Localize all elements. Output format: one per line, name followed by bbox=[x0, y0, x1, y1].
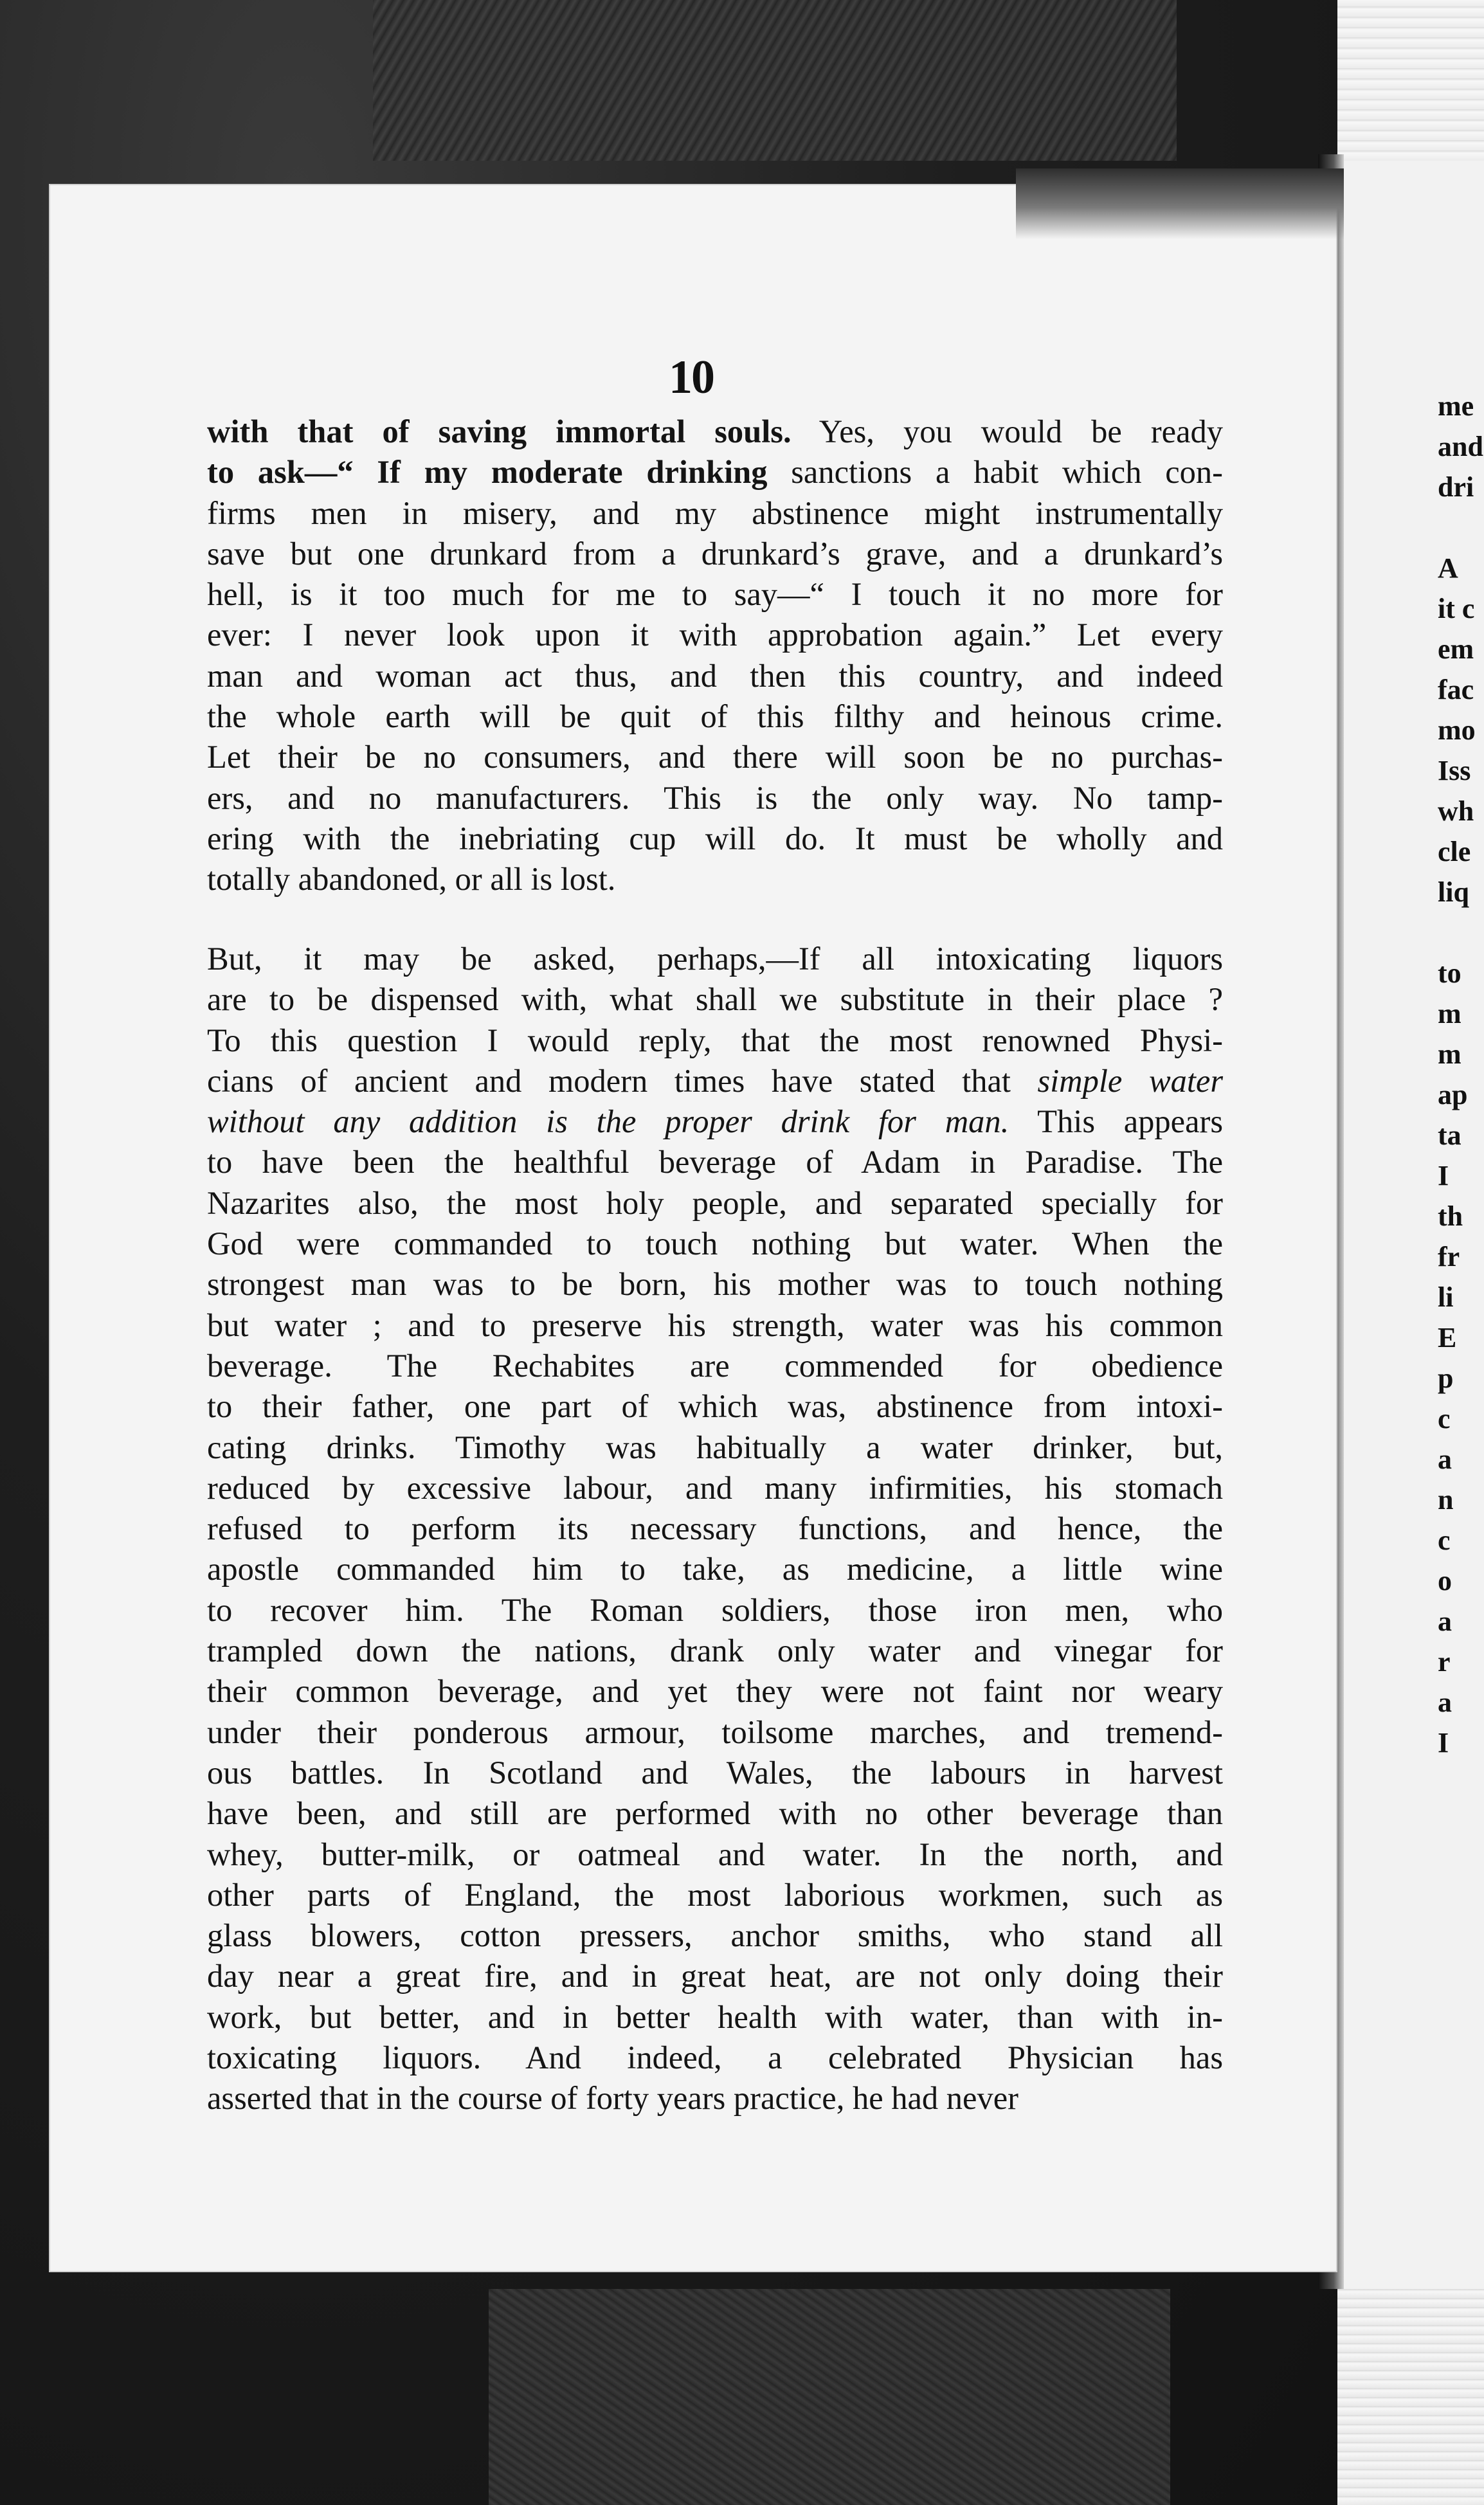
text-run: sanctions a habit which con- bbox=[767, 454, 1224, 491]
text-run: ering with the inebriating cup will do. It must be wholly and bbox=[207, 820, 1223, 856]
text-run: are to be dispensed with, what shall we substitute in their place ? bbox=[207, 981, 1223, 1018]
adjacent-page-fragment: r bbox=[1438, 1646, 1451, 1678]
text-run: asserted that in the course of forty years practice, he had never bbox=[207, 2080, 1018, 2117]
text-run: refused to perform its necessary functions, and hence, the bbox=[207, 1510, 1223, 1547]
adjacent-page-fragment: ta bbox=[1438, 1119, 1461, 1151]
text-line bbox=[207, 656, 1223, 696]
text-run: Yes, you would be ready bbox=[791, 413, 1224, 449]
adjacent-page-fragment: m bbox=[1438, 1038, 1461, 1070]
text-run: save but one drunkard from a drunkard’s grave, and a drunkard’s bbox=[207, 535, 1223, 572]
text-run: Nazarites also, the most holy people, and separated specially for bbox=[207, 1184, 1223, 1221]
text-line bbox=[207, 1305, 1223, 1346]
text-run: beverage. The Rechabites are commended for obedience bbox=[207, 1347, 1223, 1384]
adjacent-page-fragment: and bbox=[1438, 431, 1483, 462]
text-line bbox=[207, 1508, 1223, 1549]
text-line bbox=[207, 1264, 1223, 1305]
text-run: the whole earth will be quit of this filthy and heinous crime. bbox=[207, 698, 1223, 735]
text-run: cians of ancient and modern times have stated that bbox=[207, 1062, 1038, 1099]
adjacent-page-fragment: mo bbox=[1438, 714, 1476, 746]
text-run: strongest man was to be born, his mother was to touch nothing bbox=[207, 1266, 1223, 1303]
text-run: with that of saving immortal souls. bbox=[207, 413, 792, 449]
text-line bbox=[207, 1427, 1223, 1468]
text-run: cating drinks. Timothy was habitually a water drinker, but, bbox=[207, 1429, 1223, 1465]
adjacent-page-fragment: E bbox=[1438, 1322, 1457, 1353]
text-run: ever: I never look upon it with approbation again.” Let every bbox=[207, 617, 1223, 653]
text-line bbox=[207, 534, 1223, 574]
text-line bbox=[207, 1793, 1223, 1834]
adjacent-page-fragment: o bbox=[1438, 1565, 1452, 1596]
text-line bbox=[207, 1671, 1223, 1712]
text-line bbox=[207, 452, 1223, 493]
text-line bbox=[207, 1101, 1223, 1142]
text-run: trampled down the nations, drank only water and vinegar for bbox=[207, 1632, 1223, 1669]
page-corner-shadow bbox=[1016, 168, 1344, 239]
text-run: to recover him. The Roman soldiers, those iron men, who bbox=[207, 1591, 1223, 1628]
text-run: To this question I would reply, that the most renowned Physi- bbox=[207, 1022, 1223, 1058]
adjacent-page-fragment: cle bbox=[1438, 836, 1471, 867]
text-line bbox=[207, 574, 1223, 615]
text-run: ous battles. In Scotland and Wales, the labours in harvest bbox=[207, 1754, 1223, 1791]
adjacent-page-fragment: em bbox=[1438, 633, 1474, 665]
adjacent-page-fragment: p bbox=[1438, 1362, 1454, 1394]
adjacent-page-fragment: wh bbox=[1438, 795, 1474, 827]
paragraph-2 bbox=[207, 939, 1223, 2119]
adjacent-page-fragment: to bbox=[1438, 957, 1461, 989]
text-line bbox=[207, 1549, 1223, 1589]
adjacent-page-fragment: c bbox=[1438, 1524, 1451, 1556]
text-run: other parts of England, the most laborious workmen, such as bbox=[207, 1876, 1223, 1913]
text-line bbox=[207, 2038, 1223, 2078]
text-run: man and woman act thus, and then this country, and indeed bbox=[207, 657, 1223, 694]
text-run: day near a great fire, and in great heat, are not only doing their bbox=[207, 1958, 1223, 1994]
text-line bbox=[207, 1020, 1223, 1061]
text-line bbox=[207, 1753, 1223, 1793]
text-line bbox=[207, 778, 1223, 818]
page-number: 10 bbox=[669, 351, 714, 404]
adjacent-page-fragment: a bbox=[1438, 1605, 1452, 1637]
adjacent-page-fragment: I bbox=[1438, 1727, 1449, 1759]
text-run: to have been the healthful beverage of Adam in Paradise. The bbox=[207, 1144, 1223, 1180]
text-run: under their ponderous armour, toilsome marches, and tremend- bbox=[207, 1714, 1223, 1750]
adjacent-page-fragment: a bbox=[1438, 1687, 1452, 1718]
text-run: totally abandoned, or all is lost. bbox=[207, 861, 616, 898]
adjacent-page-fragment: fr bbox=[1438, 1241, 1460, 1272]
text-line bbox=[207, 493, 1223, 534]
text-run: have been, and still are performed with no other beverage than bbox=[207, 1795, 1223, 1832]
adjacent-page-fragment: it c bbox=[1438, 593, 1475, 624]
scan-backdrop-top bbox=[373, 0, 1177, 161]
text-run: to their father, one part of which was, abstinence from intoxi- bbox=[207, 1388, 1223, 1425]
text-run: glass blowers, cotton pressers, anchor smiths, who stand all bbox=[207, 1917, 1223, 1954]
text-run: whey, butter-milk, or oatmeal and water. In the north, and bbox=[207, 1836, 1223, 1872]
adjacent-page-fragment bbox=[1438, 912, 1484, 953]
adjacent-page-fragment: me bbox=[1438, 390, 1474, 422]
text-run: firms men in misery, and my abstinence might instrumentally bbox=[207, 494, 1223, 531]
adjacent-page-fragment: dri bbox=[1438, 471, 1474, 503]
adjacent-page-fragment: liq bbox=[1438, 876, 1469, 908]
adjacent-page-fragment bbox=[1438, 507, 1484, 548]
adjacent-page-fragment: Iss bbox=[1438, 755, 1471, 786]
text-line bbox=[207, 1224, 1223, 1264]
text-line bbox=[207, 1956, 1223, 1996]
text-line bbox=[207, 939, 1223, 979]
adjacent-page-fragment: m bbox=[1438, 998, 1461, 1029]
text-run: God were commanded to touch nothing but water. When the bbox=[207, 1225, 1223, 1262]
text-run: apostle commanded him to take, as medicine, a little wine bbox=[207, 1551, 1223, 1587]
text-line bbox=[207, 1142, 1223, 1182]
text-line bbox=[207, 1183, 1223, 1224]
adjacent-page-fragment: n bbox=[1438, 1484, 1454, 1515]
text-line bbox=[207, 1712, 1223, 1753]
text-line bbox=[207, 979, 1223, 1020]
text-run: work, but better, and in better health with water, than with in- bbox=[207, 1998, 1223, 2035]
text-line bbox=[207, 1468, 1223, 1508]
text-line bbox=[207, 1346, 1223, 1386]
adjacent-page-fragment: a bbox=[1438, 1443, 1452, 1475]
text-line bbox=[207, 1915, 1223, 1956]
text-run: toxicating liquors. And indeed, a celebrated Physician has bbox=[207, 2039, 1223, 2076]
text-line bbox=[207, 1631, 1223, 1671]
scan-backdrop-bottom bbox=[489, 2289, 1170, 2505]
adjacent-page-fragment: A bbox=[1438, 552, 1458, 584]
text-line bbox=[207, 1590, 1223, 1631]
text-line bbox=[207, 1386, 1223, 1427]
text-run: hell, is it too much for me to say—“ I touch it no more for bbox=[207, 576, 1223, 613]
adjacent-page-fragment: ap bbox=[1438, 1079, 1468, 1110]
text-line bbox=[207, 696, 1223, 737]
text-line bbox=[207, 411, 1223, 452]
text-line bbox=[207, 1061, 1223, 1101]
text-run: This appears bbox=[1009, 1103, 1223, 1140]
adjacent-page-fragment: c bbox=[1438, 1403, 1451, 1434]
adjacent-page-fragment: li bbox=[1438, 1281, 1454, 1313]
text-run: but water ; and to preserve his strength, water was his common bbox=[207, 1307, 1223, 1343]
text-line bbox=[207, 1834, 1223, 1875]
paragraph-1 bbox=[207, 411, 1223, 900]
text-line bbox=[207, 2078, 1223, 2119]
text-run: Let their be no consumers, and there will soon be no purchas- bbox=[207, 739, 1223, 775]
text-line bbox=[207, 859, 1223, 900]
text-run: But, it may be asked, perhaps,—If all intoxicating liquors bbox=[207, 941, 1223, 977]
adjacent-page-top-edge bbox=[1337, 0, 1484, 161]
adjacent-page-bottom-edge bbox=[1337, 2289, 1484, 2505]
text-run: simple water bbox=[1037, 1062, 1223, 1099]
text-run: ers, and no manufacturers. This is the only way. No tamp- bbox=[207, 779, 1223, 816]
text-run: to ask—“ If my moderate drinking bbox=[207, 454, 768, 491]
text-line bbox=[207, 615, 1223, 655]
text-line bbox=[207, 1875, 1223, 1915]
text-run: reduced by excessive labour, and many infirmities, his stomach bbox=[207, 1469, 1223, 1506]
text-line bbox=[207, 818, 1223, 859]
adjacent-page-fragment: I bbox=[1438, 1160, 1449, 1191]
adjacent-page-text bbox=[1438, 386, 1484, 1763]
text-line bbox=[207, 1997, 1223, 2038]
adjacent-page-fragment: fac bbox=[1438, 674, 1474, 705]
text-line bbox=[207, 737, 1223, 777]
text-run: their common beverage, and yet they were not faint nor weary bbox=[207, 1673, 1223, 1710]
text-run: without any addition is the proper drink for man. bbox=[207, 1103, 1009, 1140]
adjacent-page-fragment: th bbox=[1438, 1200, 1463, 1232]
